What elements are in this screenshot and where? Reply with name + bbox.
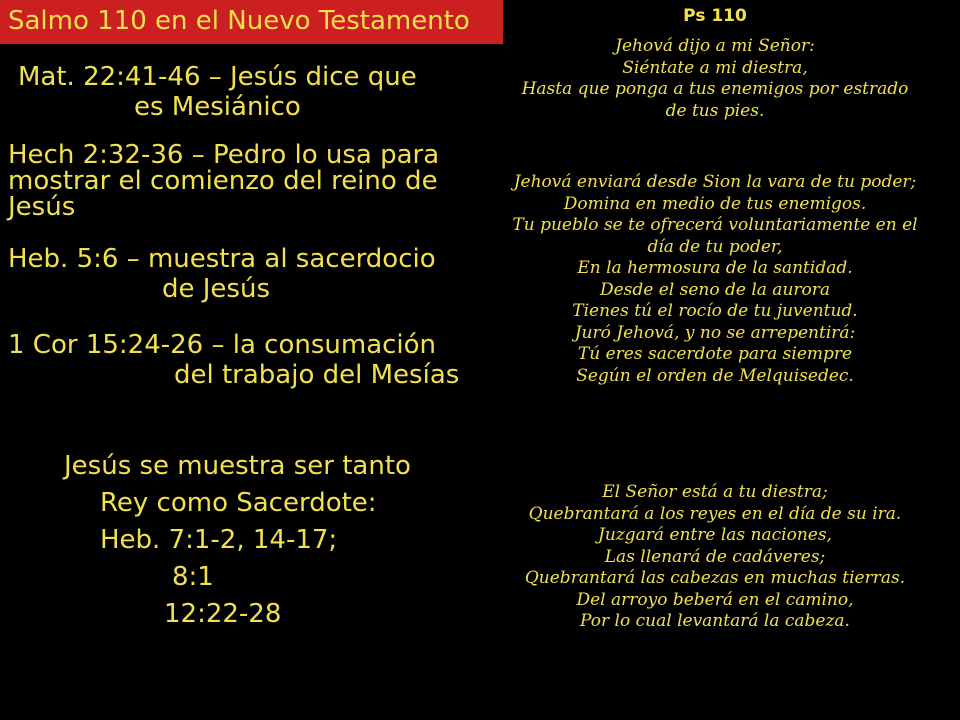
psalm-line: Desde el seno de la aurora [599, 279, 831, 300]
psalm-line: En la hermosura de la santidad. [577, 258, 853, 278]
psalm-line: Hasta que ponga a tus enemigos por estrado [521, 79, 909, 99]
conclusion-line: Rey como Sacerdote: [100, 488, 377, 518]
psalm-line: de tus pies. [665, 100, 765, 121]
reference-line: Heb. 5:6 – muestra al sacerdocio [8, 244, 436, 274]
reference-line: de Jesús [162, 274, 270, 304]
slide-title: Salmo 110 en el Nuevo Testamento [8, 6, 470, 36]
reference-line: Jesús [8, 192, 76, 222]
psalm-line: Según el orden de Melquisedec. [576, 365, 854, 386]
conclusion-line: Jesús se muestra ser tanto [64, 451, 411, 481]
reference-matthew [18, 62, 417, 122]
conclusion-line: 8:1 [172, 562, 214, 592]
psalm-stanza-1 [470, 36, 960, 122]
psalm-line: Del arroyo beberá en el camino, [576, 589, 854, 610]
conclusion-line: Heb. 7:1-2, 14-17; [100, 525, 338, 555]
reference-acts [8, 140, 439, 230]
psalm-line: El Señor está a tu diestra; [602, 482, 828, 502]
psalm-stanza-3 [470, 482, 960, 633]
psalm-heading: Ps 110 [683, 6, 747, 26]
psalm-line: Quebrantará las cabezas en muchas tierras. [524, 568, 906, 588]
reference-line: mostrar el comienzo del reino de [8, 166, 438, 196]
psalm-stanza-2 [470, 172, 960, 387]
psalm-line: Juró Jehová, y no se arrepentirá: [574, 322, 856, 343]
psalm-line: día de tu poder, [647, 236, 783, 257]
psalm-line: Tienes tú el rocío de tu juventud. [572, 301, 858, 321]
reference-line: 1 Cor 15:24-26 – la consumación [8, 330, 437, 360]
reference-hebrews [8, 244, 436, 304]
psalm-line: Quebrantará a los reyes en el día de su ira. [528, 503, 902, 524]
psalm-line: Las llenará de cadáveres; [604, 546, 826, 567]
psalm-line: Jehová dijo a mi Señor: [615, 36, 815, 56]
psalm-text-column [470, 0, 960, 720]
psalm-line: Jehová enviará desde Sion la vara de tu poder; [513, 172, 917, 192]
conclusion-block [64, 448, 411, 633]
reference-line: es Mesiánico [134, 92, 301, 122]
psalm-line: Juzgará entre las naciones, [598, 525, 832, 545]
psalm-line: Por lo cual levantará la cabeza. [580, 611, 850, 631]
reference-line: Mat. 22:41-46 – Jesús dice que [18, 62, 417, 92]
conclusion-line: 12:22-28 [164, 599, 282, 629]
reference-line: Hech 2:32-36 – Pedro lo usa para [8, 140, 440, 170]
psalm-line: Domina en medio de tus enemigos. [563, 193, 867, 214]
psalm-line: Tú eres sacerdote para siempre [577, 344, 853, 364]
psalm-line: Siéntate a mi diestra, [622, 57, 808, 78]
reference-corinthians [8, 330, 459, 390]
reference-line: del trabajo del Mesías [174, 360, 460, 390]
psalm-line: Tu pueblo se te ofrecerá voluntariamente en el [512, 215, 918, 235]
